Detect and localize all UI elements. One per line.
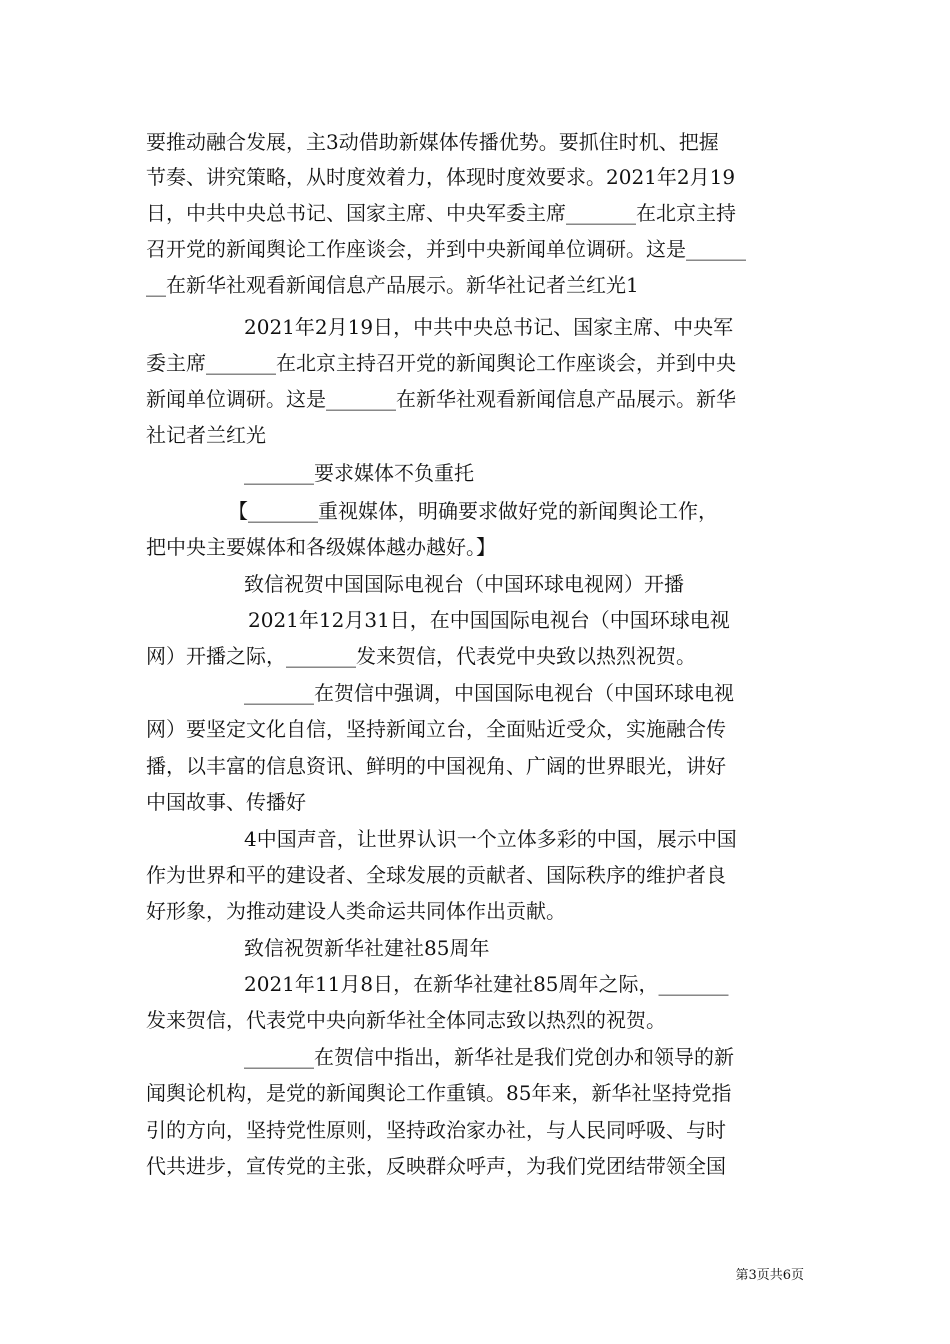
text-line: 4中国声音，让世界认识一个立体多彩的中国，展示中国	[244, 827, 737, 851]
section-heading: 致信祝贺中国国际电视台（中国环球电视网）开播	[244, 572, 684, 596]
text-line: 新闻单位调研。这是_______在新华社观看新闻信息产品展示。新华	[146, 387, 736, 411]
text-line: 播，以丰富的信息资讯、鲜明的中国视角、广阔的世界眼光，讲好	[146, 754, 726, 778]
text-line: 网）开播之际，_______发来贺信，代表党中央致以热烈祝贺。	[146, 644, 696, 668]
section-heading: _______要求媒体不负重托	[244, 461, 474, 485]
text-line: 网）要坚定文化自信，坚持新闻立台，全面贴近受众，实施融合传	[146, 717, 726, 741]
text-line: 日，中共中央总书记、国家主席、中央军委主席_______在北京主持	[146, 201, 736, 225]
page-number: 第3页共6页	[735, 1268, 804, 1283]
text-line: 2021年12月31日，在中国国际电视台（中国环球电视	[248, 608, 730, 632]
text-line: 委主席_______在北京主持召开党的新闻舆论工作座谈会，并到中央	[146, 351, 736, 375]
text-line: 社记者兰红光	[146, 423, 266, 447]
text-line: 【_______重视媒体，明确要求做好党的新闻舆论工作，	[228, 499, 718, 523]
text-line: __在新华社观看新闻信息产品展示。新华社记者兰红光1	[146, 273, 639, 297]
text-line: 代共进步，宣传党的主张，反映群众呼声，为我们党团结带领全国	[146, 1154, 726, 1178]
text-line: 要推动融合发展，主3动借助新媒体传播优势。要抓住时机、把握	[146, 130, 719, 154]
text-line: 节奏、讲究策略，从时度效着力，体现时度效要求。2021年2月19	[146, 165, 736, 189]
text-line: 好形象，为推动建设人类命运共同体作出贡献。	[146, 899, 566, 923]
section-heading: 致信祝贺新华社建社85周年	[244, 936, 490, 960]
text-line: 发来贺信，代表党中央向新华社全体同志致以热烈的祝贺。	[146, 1008, 666, 1032]
text-line: 把中央主要媒体和各级媒体越办越好。】	[146, 535, 496, 559]
text-line: 2021年11月8日，在新华社建社85周年之际，_______	[244, 972, 729, 996]
text-line: _______在贺信中指出，新华社是我们党创办和领导的新	[244, 1045, 734, 1069]
text-line: 作为世界和平的建设者、全球发展的贡献者、国际秩序的维护者良	[146, 863, 726, 887]
text-line: 2021年2月19日，中共中央总书记、国家主席、中央军	[244, 315, 734, 339]
text-line: 引的方向，坚持党性原则，坚持政治家办社，与人民同呼吸、与时	[146, 1118, 726, 1142]
text-line: 召开党的新闻舆论工作座谈会，并到中央新闻单位调研。这是______	[146, 237, 746, 261]
text-line: 闻舆论机构，是党的新闻舆论工作重镇。85年来，新华社坚持党指	[146, 1081, 732, 1105]
text-line: 中国故事、传播好	[146, 790, 306, 814]
text-line: _______在贺信中强调，中国国际电视台（中国环球电视	[244, 681, 734, 705]
